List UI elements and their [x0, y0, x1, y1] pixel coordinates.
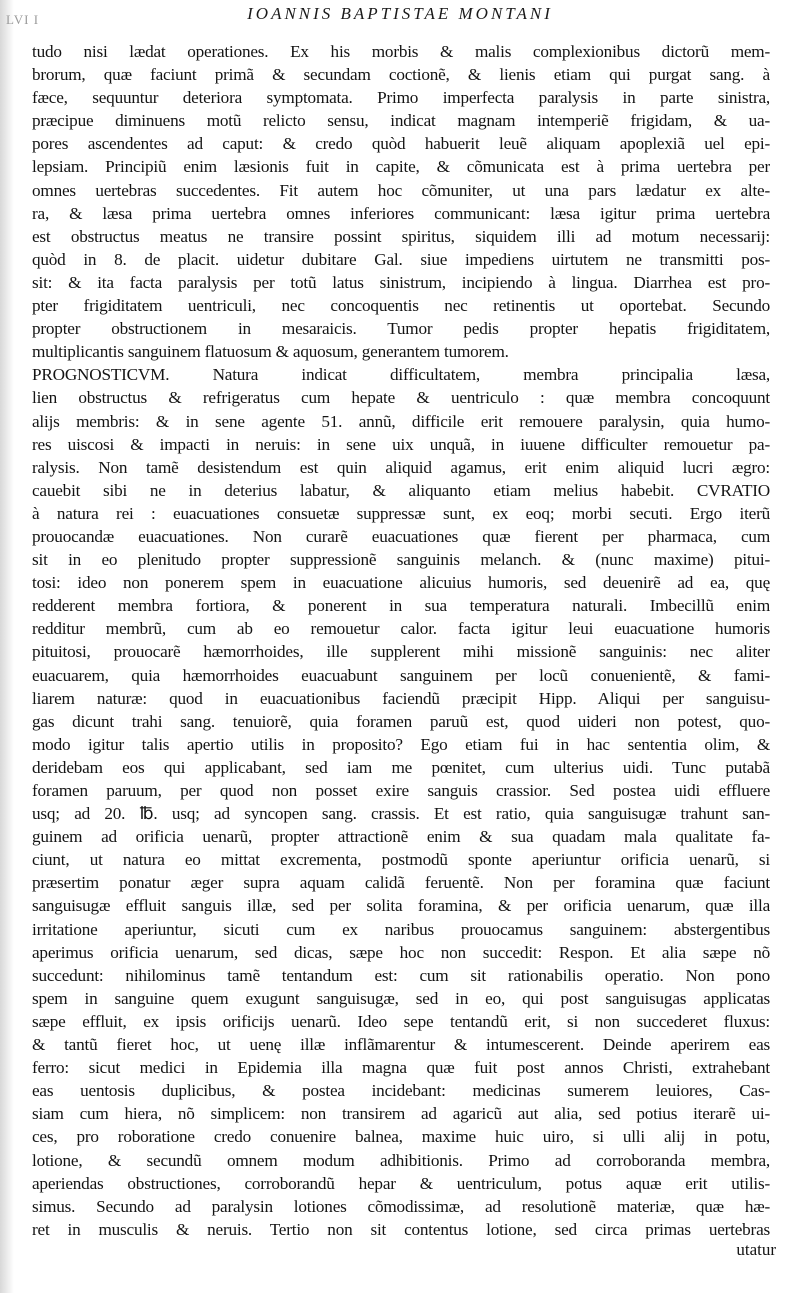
text-line: deridebam eos qui applicabant, sed iam me pœnitet, cum ulterius uidi. Tunc putabã — [32, 757, 770, 777]
text-line: spem in sanguine quem exugunt sanguisugæ, sed in eo, qui post sanguisugas applicatas — [32, 988, 770, 1008]
text-line: fæce, sequuntur deteriora symptomata. Primo imperfecta paralysis in parte sinistra, — [32, 88, 770, 108]
text-line: cauebit sibi ne in deterius labatur, & aliquanto etiam melius habebit. CVRATIO — [32, 480, 770, 500]
text-line: aperiendas obstructiones, corroborandũ hepar & uentriculum, potus aquæ erit utilis- — [32, 1173, 770, 1193]
text-line: redditur membrũ, cum ab eo remouetur calor. facta igitur leui euacuatione humoris — [32, 619, 770, 639]
text-line: guinem ad orificia uenarũ, propter attractionẽ enim & sua quadam mala qualitate fa- — [32, 827, 770, 847]
text-line: irritatione aperiuntur, sicuti cum ex naribus prouocamus sanguinem: abstergentibus — [32, 919, 770, 939]
text-line: ret in musculis & neruis. Tertio non sit contentus lotione, sed circa primas uertebras — [32, 1219, 770, 1239]
text-line: sanguisugæ effluit sanguis illæ, sed per solita foramina, & per orificia uenarum, quæ illa — [32, 896, 770, 916]
text-line: lotione, & secundũ omnem modum adhibitionis. Primo ad corroboranda membra, — [32, 1150, 770, 1170]
text-line: modo igitur talis apertio utilis in proposito? Ego etiam fui in hac sententia olim, & — [32, 734, 770, 754]
running-head: IOANNIS BAPTISTAE MONTANI — [247, 4, 553, 23]
body-text — [32, 40, 770, 1241]
gutter-shadow — [0, 0, 14, 1293]
text-line: alijs membris: & in sene agente 51. annũ, difficile erit remouere paralysin, quia humo- — [32, 411, 770, 431]
text-line: tosi: ideo non ponerem spem in euacuatione alicuius humoris, sed deuenirẽ ad ea, quę — [32, 573, 770, 593]
text-line: pter frigiditatem uentriculi, nec concoquentis nec retinentis ut oportebat. Secundo — [32, 296, 770, 316]
text-line: præcipue diminuens motũ relicto sensu, indicat magnam intemperiẽ frigidam, & ua- — [32, 111, 770, 131]
text-line: ralysis. Non tamẽ desistendum est quin aliquid agamus, erit enim aliquid lucri ægro: — [32, 457, 770, 477]
text-line: propter obstructionem in mesaraicis. Tumor pedis propter hepatis frigiditatem, — [32, 319, 770, 339]
text-line: siam cum hiera, nõ simplicem: non transirem ad agaricũ aut alia, sed potius iterarẽ ui- — [32, 1104, 770, 1124]
text-line: multiplicantis sanguinem flatuosum & aquosum, generantem tumorem. — [32, 342, 509, 362]
text-line: res uiscosi & impacti in neruis: in sene uix unquã, in iuuene difficulter remouetur pa- — [32, 434, 770, 454]
text-line: usq; ad 20. ℔. usq; ad syncopen sang. crassis. Et est ratio, quia sanguisugæ trahunt san- — [32, 804, 770, 824]
text-line: redderent membra fortiora, & ponerent in sua temperatura naturali. Imbecillũ enim — [32, 596, 770, 616]
text-line: prouocandæ euacuationes. Non curarẽ euacuationes quæ fierent per pharmaca, cum — [32, 526, 770, 546]
text-line: pores ascendentes ad caput: & credo quòd habuerit leuẽ aliquam apoplexiã uel epi- — [32, 134, 770, 154]
text-line: præsertim ponatur æger supra aquam calidã feruentẽ. Non per foramina quæ faciunt — [32, 873, 770, 893]
text-line: liarem naturæ: quod in euacuationibus faciendũ præcipit Hipp. Aliqui per sanguisu- — [32, 688, 770, 708]
text-line: sæpe effluit, ex ipsis orificijs uenarũ. Ideo sepe tentandũ erit, si non succederet fluxus: — [32, 1011, 770, 1031]
catchword: utatur — [736, 1240, 776, 1259]
text-line: est obstructus meatus ne transire possint spiritus, siquidem illi ad motum necessarij: — [32, 226, 770, 246]
text-line: foramen paruum, per quod non posset exire sanguis crassior. Sed postea uidi effluere — [32, 781, 770, 800]
text-line: ra, & læsa prima uertebra omnes inferiores communicant: læsa igitur prima uertebra — [32, 203, 770, 223]
text-line: quòd in 8. de placit. uidetur dubitare Gal. siue impediens uirtutem ne transmitti pos- — [32, 249, 770, 269]
text-line: ces, pro roboratione credo conuenire balnea, maxime huic uiro, si ulli alij in potu, — [32, 1127, 770, 1147]
text-line: à natura rei : euacuationes consuetæ suppressæ sunt, ex eoq; morbi secuti. Ergo iterũ — [32, 503, 770, 523]
text-line: ciunt, ut natura eo mittat excrementa, postmodũ sponte aperiuntur orificia uenarũ, si — [32, 850, 770, 870]
folio-number: LVI I — [6, 12, 40, 27]
text-line: eas uentosis duplicibus, & postea incidebant: medicinas sumerem leuiores, Cas- — [32, 1081, 770, 1101]
text-line: lepsiam. Principiũ enim læsionis fuit in capite, & cõmunicata est à prima uertebra per — [32, 157, 770, 177]
text-line: PROGNOSTICVM. Natura indicat difficultatem, membra principalia læsa, — [32, 365, 770, 385]
text-line: aperimus orificia uenarum, sed dicas, sæpe hoc non succedit: Respon. Et alia sæpe nõ — [32, 942, 770, 962]
text-line: succedunt: nihilominus tamẽ tentandum est: cum sit rationabilis operatio. Non pono — [32, 965, 770, 985]
text-line: ferro: sicut medici in Epidemia illa magna quæ fuit post annos Christi, extrahebant — [32, 1058, 770, 1078]
text-line: gas dicunt trahi sang. tenuiorẽ, quia foramen paruũ est, quod uideri non potest, quo- — [32, 711, 770, 731]
text-line: sit: & ita facta paralysis per totũ latus sinistrum, incipiendo à lingua. Diarrhea est pro- — [32, 272, 770, 292]
text-line: pituitosi, prouocarẽ hæmorrhoides, ille supplerent mihi missionẽ sanguinis: nec aliter — [32, 642, 770, 662]
text-line: & tantũ fieret hoc, ut uenę illæ inflãmarentur & intumescerent. Deinde aperirem eas — [32, 1035, 770, 1055]
text-line: tudo nisi lædat operationes. Ex his morbis & malis complexionibus dictorũ mem- — [32, 42, 770, 61]
text-line: simus. Secundo ad paralysin lotiones cõmodissimæ, ad resolutionẽ materiæ, quæ hæ- — [32, 1196, 770, 1216]
text-line: sit in eo plenitudo propter suppressionẽ sanguinis melanch. & (nunc maxime) pitui- — [32, 550, 770, 570]
text-line: omnes uertebras succedentes. Fit autem hoc cõmuniter, ut una pars lædatur ex alte- — [32, 180, 770, 200]
text-line: brorum, quæ faciunt primã & secundam coctionẽ, & lienis etiam qui purgat sang. à — [32, 65, 770, 85]
text-line: euacuarem, quia hæmorrhoides euacuabunt sanguinem per locũ conuenientẽ, & fami- — [32, 665, 770, 685]
text-line: lien obstructus & refrigeratus cum hepate & uentriculo : quæ membra concoquunt — [32, 388, 770, 408]
